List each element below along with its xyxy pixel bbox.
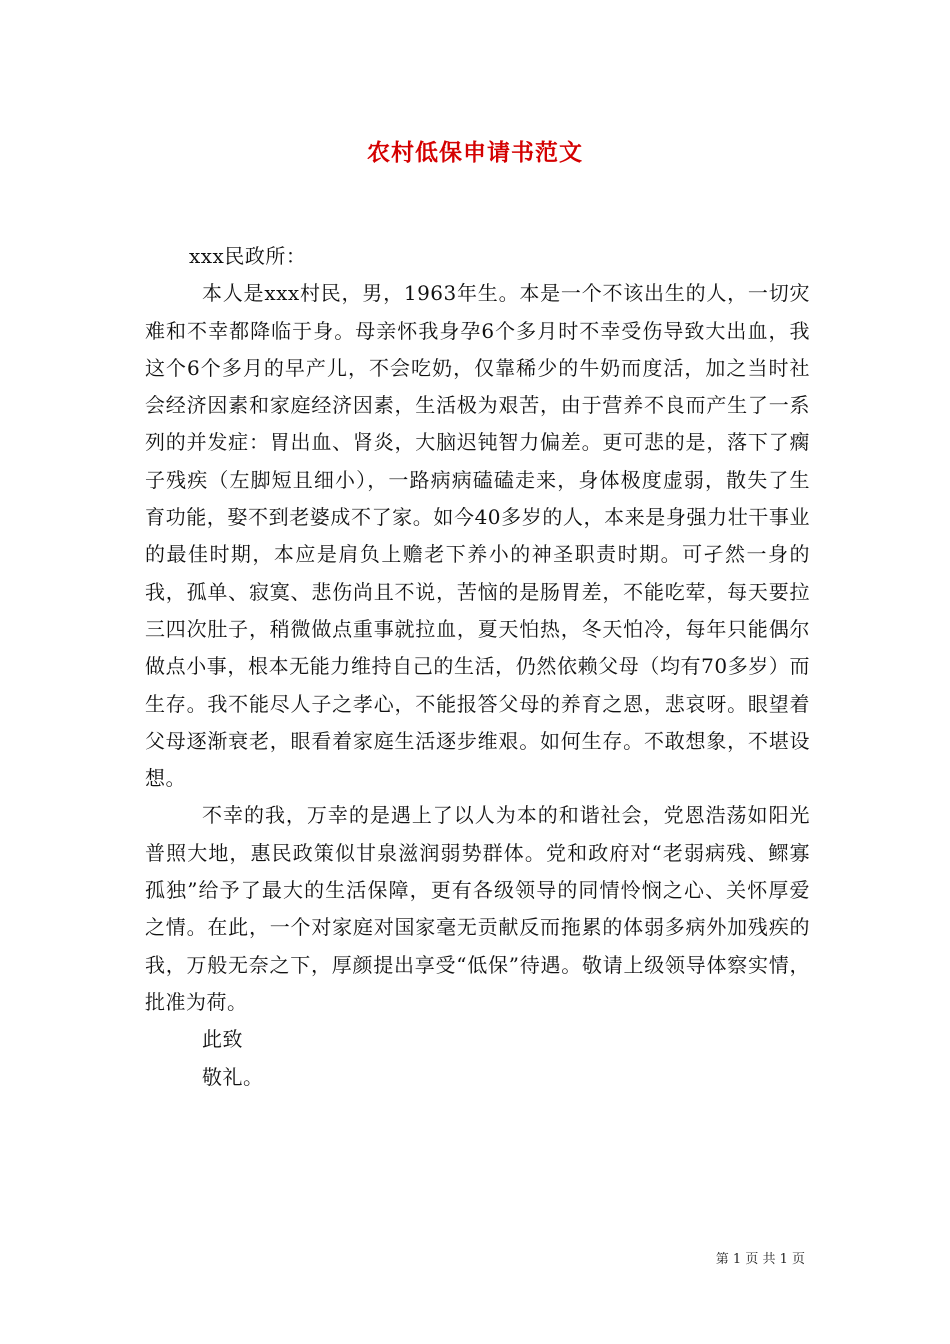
paragraph-1: 本人是xxx村民，男，1963年生。本是一个不该出生的人，一切灾难和不幸都降临于身。母亲怀我身孕6个多月时不幸受伤导致大出血，我这个6个多月的早产儿，不会吃奶，仅靠稀少的牛奶而度活，加之当时社会经济因素和家庭经济因素，生活极为艰苦，由于营养不良而产生了一系列的并发症：胃出血、肾炎，大脑迟钝智力偏差。更可悲的是，落下了瘸子残疾（左脚短且细小），一路病病磕磕走来，身体极度虚弱，散失了生育功能，娶不到老婆成不了家。如今40多岁的人，本来是身强力壮干事业的最佳时期，本应是肩负上赡老下养小的神圣职责时期。可孑然一身的我，孤单、寂寞、悲伤尚且不说，苦恼的是肠胃差，不能吃荤，每天要拉三四次肚子，稍微做点重事就拉血，夏天怕热，冬天怕冷，每年只能偶尔做点小事，根本无能力维持自己的生活，仍然依赖父母（均有70多岁）而生存。我不能尽人子之孝心，不能报答父母的养育之恩，悲哀呀。眼望着父母逐渐衰老，眼看着家庭生活逐步维艰。如何生存。不敢想象，不堪设想。 bbox=[145, 281, 810, 791]
salutation: xxx民政所： bbox=[189, 244, 307, 268]
closing-line-1: 此致 bbox=[202, 1027, 243, 1052]
page-number-footer: 第 1 页 共 1 页 bbox=[715, 1252, 805, 1267]
document-title: 农村低保申请书范文 bbox=[367, 139, 583, 166]
paragraph-2: 不幸的我，万幸的是遇上了以人为本的和谐社会，党恩浩荡如阳光普照大地，惠民政策似甘泉滋润弱势群体。党和政府对“老弱病残、鳏寡孤独”给予了最大的生活保障，更有各级领导的同情怜悯之心、关怀厚爱之情。在此，一个对家庭对国家毫无贡献反而拖累的体弱多病外加残疾的我，万般无奈之下，厚颜提出享受“低保”待遇。敬请上级领导体察实情，批准为荷。 bbox=[145, 803, 810, 1014]
document-body bbox=[145, 238, 810, 1096]
closing-line-2: 敬礼。 bbox=[202, 1064, 264, 1089]
